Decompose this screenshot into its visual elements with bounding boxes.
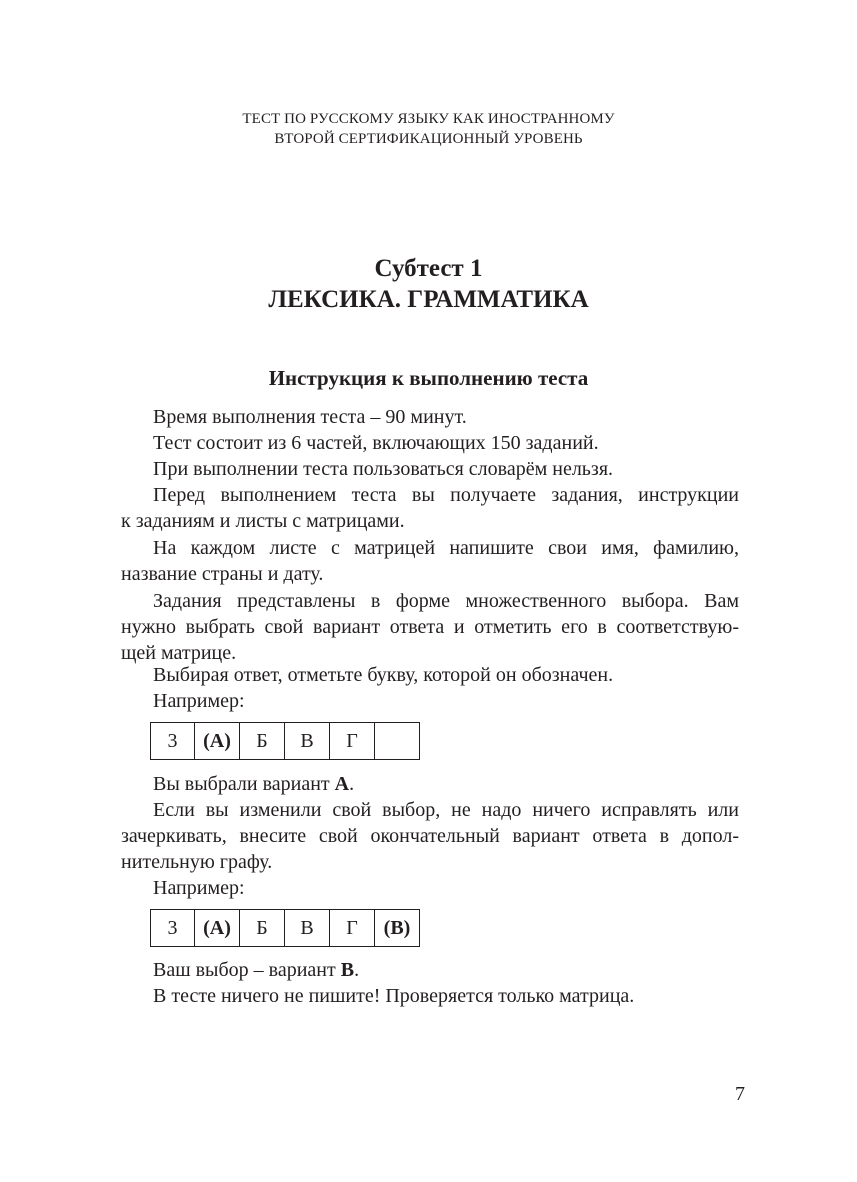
matrix-cell-b: Б [240,910,285,947]
example-1-label: Например: [153,690,245,712]
instructions-title: Инструкция к выполнению теста [268,366,589,390]
sheet-line-1: На каждом листе с матрицей напишите свои имя, фамилию, [153,537,739,559]
matrix-cell-number: 3 [151,910,195,947]
change-line-1: Если вы изменили свой выбор, не надо ничего исправлять или [153,799,739,821]
example-2-result-prefix: Ваш выбор – вариант [153,959,341,981]
matrix-cell-g: Г [330,723,375,760]
table-row [151,910,420,947]
example-1-result-suffix: . [349,773,355,795]
matrix-cell-b: Б [240,723,285,760]
example-2-result [121,957,739,983]
receive-line-2: к заданиям и листы с матрицами. [121,510,405,532]
matrix-cell-a-selected: (А) [195,723,240,760]
example-2-label: Например: [153,877,245,899]
header-line-2: ВТОРОЙ СЕРТИФИКАЦИОННЫЙ УРОВЕНЬ [274,131,583,147]
subtest-heading [0,253,857,315]
change-paragraph [121,797,739,875]
subtest-title: Субтест 1 [374,255,483,282]
final-note: В тесте ничего не пишите! Проверяется только матрица. [153,985,635,1007]
dictionary-paragraph: При выполнении теста пользоваться словарём нельзя. [153,458,614,480]
change-line-2: зачеркивать, внесите свой окончательный вариант ответа в допол- [121,825,739,847]
example-1-answer-matrix [150,722,420,760]
format-line-3: щей матрице. [121,642,237,664]
matrix-cell-g: Г [330,910,375,947]
matrix-cell-extra-final: (В) [375,910,420,947]
format-line-2: нужно выбрать свой вариант ответа и отметить его в соответствую- [121,616,739,638]
format-line-1: Задания представлены в форме множественного выбора. Вам [153,590,739,612]
parts-paragraph: Тест состоит из 6 частей, включающих 150 заданий. [153,432,599,454]
example-1-result [121,771,739,797]
receive-line-1: Перед выполнением теста вы получаете задания, инструкции [153,484,739,506]
example-2-result-suffix: . [354,959,360,981]
change-line-3: нительную графу. [121,851,273,873]
time-paragraph: Время выполнения теста – 90 минут. [153,406,467,428]
example-2-result-letter: В [340,959,355,981]
matrix-cell-number: 3 [151,723,195,760]
sheet-paragraph [121,535,739,587]
format-paragraph [121,588,739,666]
page-number: 7 [735,1083,745,1105]
example-1-result-letter: А [334,773,350,795]
matrix-cell-v: В [285,910,330,947]
receive-paragraph [121,482,739,534]
sheet-line-2: название страны и дату. [121,563,324,585]
subtest-subtitle: ЛЕКСИКА. ГРАММАТИКА [268,286,589,313]
running-header [0,109,857,149]
example-2-answer-matrix [150,909,420,947]
matrix-cell-v: В [285,723,330,760]
matrix-cell-extra [375,723,420,760]
example-1-result-prefix: Вы выбрали вариант [153,773,335,795]
mark-letter-paragraph: Выбирая ответ, отметьте букву, которой он обозначен. [153,664,614,686]
header-line-1: ТЕСТ ПО РУССКОМУ ЯЗЫКУ КАК ИНОСТРАННОМУ [242,111,615,127]
table-row [151,723,420,760]
matrix-cell-a-selected: (А) [195,910,240,947]
